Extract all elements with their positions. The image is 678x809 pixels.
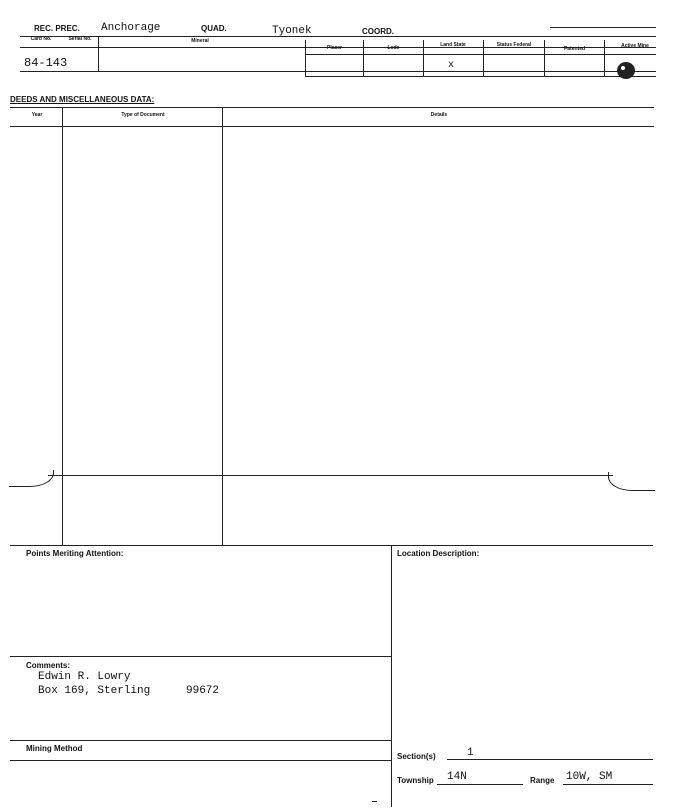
header-rule [550, 27, 656, 28]
col-mineral: Mineral [191, 38, 209, 44]
range-underline [563, 784, 653, 785]
col-patented: Patented [563, 46, 586, 52]
comments-address: Box 169, Sterling [38, 685, 151, 697]
fold-mark-right [608, 472, 655, 491]
col-serial-no: Serial No. [68, 36, 92, 42]
section-underline [447, 759, 653, 760]
col-card-no: Card No. [30, 36, 52, 42]
fold-mark-left [9, 470, 54, 487]
township-label: Township [397, 776, 434, 785]
rec-prec-label: REC. PREC. [34, 24, 80, 33]
blot-highlight [621, 66, 625, 70]
township-value: 14N [447, 771, 467, 783]
col-active-mine: Active Mine [621, 43, 649, 49]
active-mine-blot-icon [617, 62, 635, 79]
col-details: Details [430, 112, 448, 118]
col-year: Year [31, 112, 43, 118]
points-meriting-attention-label: Points Meriting Attention: [26, 549, 124, 558]
col-type-of-document: Type of Document [121, 112, 165, 118]
township-underline [437, 784, 523, 785]
comments-zip: 99672 [186, 685, 220, 697]
col-lode: Lode [387, 45, 400, 51]
quad-value: Tyonek [272, 25, 312, 37]
coord-label: COORD. [362, 27, 394, 36]
section-label: Section(s) [397, 752, 436, 761]
col-placer: Placer [326, 45, 342, 51]
quad-label: QUAD. [201, 24, 227, 33]
deeds-title: DEEDS AND MISCELLANEOUS DATA: [10, 95, 155, 104]
location-description-label: Location Description: [397, 549, 480, 558]
range-value: 10W, SM [566, 771, 613, 783]
card-no-value: 84-143 [24, 56, 68, 70]
rec-prec-value: Anchorage [101, 22, 161, 34]
comments-label: Comments: [26, 661, 71, 670]
col-status-federal: Status Federal [496, 42, 532, 48]
stray-mark [372, 801, 377, 802]
comments-name: Edwin R. Lowry [38, 671, 131, 683]
col-land-state: Land State [440, 42, 466, 48]
range-label: Range [530, 776, 555, 785]
section-value: 1 [467, 747, 474, 759]
mining-method-label: Mining Method [26, 744, 83, 753]
land-state-value: x [448, 60, 455, 71]
